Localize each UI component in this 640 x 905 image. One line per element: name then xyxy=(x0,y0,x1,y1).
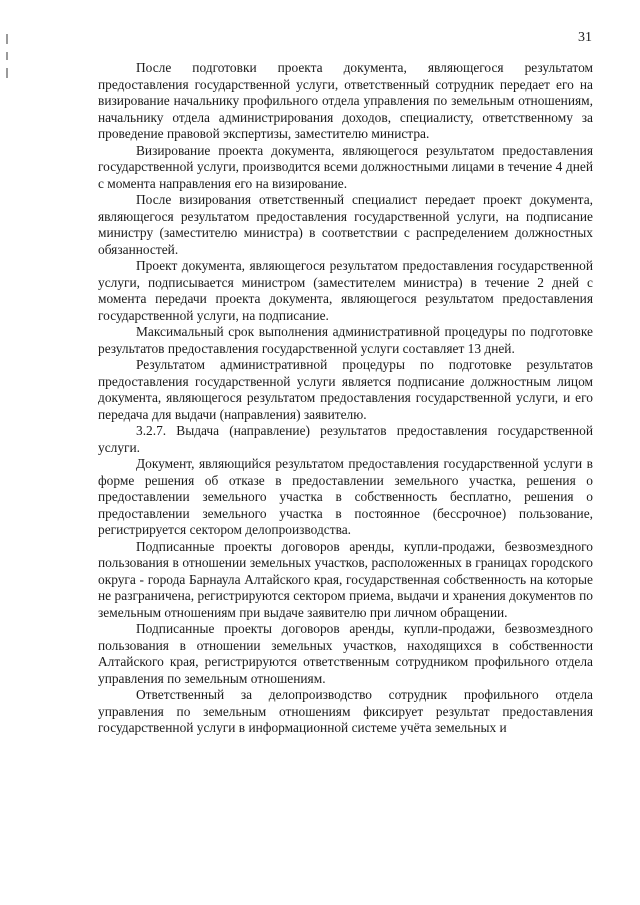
margin-mark xyxy=(6,68,8,78)
paragraph: Ответственный за делопроизводство сотрудник профильного отдела управления по земельным отношениям фиксирует результат предоставления государственной услуги в информационной системе учёта земельных и xyxy=(98,687,593,735)
margin-mark xyxy=(6,52,8,60)
margin-marks xyxy=(6,30,10,90)
paragraph: Подписанные проекты договоров аренды, купли-продажи, безвозмездного пользования в отношении земельных участков, находящихся в собственности Алтайского края, регистрируются ответственным сотрудником профильного отдела управления по земельным отношениям. xyxy=(98,621,593,686)
paragraph: Подписанные проекты договоров аренды, купли-продажи, безвозмездного пользования в отношении земельных участков, расположенных в границах городского округа - города Барнаула Алтайского края, государственная собственность на которые не разграничена, регистрируются сектором приема, выдачи и хранения документов по земельным отношениям при выдаче заявителю при личном обращении. xyxy=(98,538,593,620)
paragraph: Визирование проекта документа, являющегося результатом предоставления государственной услуги, производится всеми должностными лицами в течение 4 дней с момента направления его на визирование. xyxy=(98,142,593,191)
document-body xyxy=(98,60,593,737)
paragraph: Результатом административной процедуры по подготовке результатов предоставления государственной услуги является подписание должностным лицом документа, являющегося результатом предоставления государственной услуги, и его передача для выдачи (направления) заявителю. xyxy=(98,357,593,422)
section-heading: 3.2.7. Выдача (направление) результатов предоставления государственной услуги. xyxy=(98,423,593,455)
paragraph: Документ, являющийся результатом предоставления государственной услуги в форме решения об отказе в предоставлении земельного участка, решения о предоставлении земельного участка в собственность бесплатно, решения о предоставлении земельного участка в постоянное (бессрочное) пользование, регистрируется сектором делопроизводства. xyxy=(98,456,593,537)
paragraph: Максимальный срок выполнения административной процедуры по подготовке результатов предоставления государственной услуги составляет 13 дней. xyxy=(98,324,593,356)
paragraph: Проект документа, являющегося результатом предоставления государственной услуги, подписывается министром (заместителем министра) в течение 2 дней с момента передачи проекта документа, являющегося результатом предоставления государственной услуги, на подписание. xyxy=(98,258,593,323)
margin-mark xyxy=(6,34,8,44)
paragraph: После визирования ответственный специалист передает проект документа, являющегося результатом предоставления государственной услуги, на подписание министру (заместителю министра) в соответствии с распределением должностных обязанностей. xyxy=(98,192,593,257)
page-number: 31 xyxy=(578,30,592,45)
paragraph: После подготовки проекта документа, являющегося результатом предоставления государственной услуги, ответственный сотрудник передает его на визирование начальнику профильного отдела управления по земельным отношениям, начальнику отдела администрирования доходов, специалисту, ответственному за проведение правовой экспертизы, заместителю министра. xyxy=(98,60,593,141)
